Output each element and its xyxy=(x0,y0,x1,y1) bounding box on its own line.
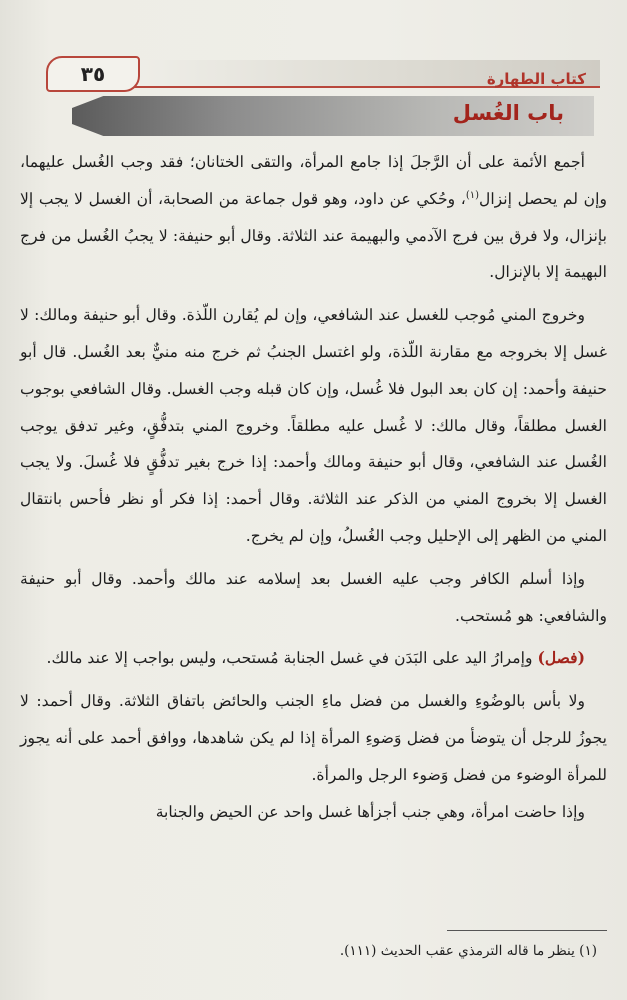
footnote-ref: (١) xyxy=(465,189,480,201)
page-number: ٣٥ xyxy=(46,56,140,92)
paragraph-6: وإذا حاضت امرأة، وهي جنب أجزأها غسل واحد عن الحيض والجنابة xyxy=(155,802,585,821)
running-header xyxy=(40,52,600,96)
footnote: (١) ينظر ما قاله الترمذي عقب الحديث (١١١). xyxy=(339,943,597,959)
paragraph-4 xyxy=(20,640,607,677)
paragraph-1-part-b: ، وحُكي عن داود، وهو قول جماعة من الصحابة، أن الغسل لا يجب إلا بإنزال، ولا فرق بين فرج الآدمي والبهيمة عند الثلاثة. وقال أبو حنيفة: لا يجبُ الغُسل من فرج البهيمة إلا بالإنزال. xyxy=(20,189,607,282)
header-band xyxy=(130,60,600,88)
paragraph-1-part-a: أجمع الأئمة على أن الرَّجلَ إذا جامع المرأة، والتقى الختانان؛ فقد وجب الغُسل عليهما، وإن لم يحصل إنزال xyxy=(20,153,607,208)
book-title: كتاب الطهارة xyxy=(486,70,586,88)
chapter-heading xyxy=(72,96,594,136)
paragraph-2: وخروج المني مُوجب للغسل عند الشافعي، وإن لم يُقارن اللّذة. وقال أبو حنيفة ومالك: لا غسل إلا بخروجه مع مقارنة اللّذة، ولو اغتسل الجنبُ ثم خرج منه منيٌّ بعد الغُسل. قال أبو حنيفة وأحمد: إن كان بعد البول فلا غُسل، وإن كان قبله وجب الغسل. وقال الشافعي بوجوب الغسل مطلقاً، وقال مالك: لا غُسل عليه مطلقاً. وخروج المني بتدفُّقٍ، وغير تدفق يوجب الغُسل عند الشافعي، وقال أبو حنيفة ومالك وأحمد: إذا خرج بغير تدفُّقٍ فلا غُسلَ. ولا يجب الغسل إلا بخروج المني من الذكر عند الثلاثة. وقال أحمد: إذا فكر أو نظر فأحس بانتقال المني من الظهر إلى الإحليل وجب الغُسلُ، وإن لم يخرج. xyxy=(20,306,607,545)
paragraph-3: وإذا أسلم الكافر وجب عليه الغسل بعد إسلامه عند مالك وأحمد. وقال أبو حنيفة والشافعي: هو مُستحب. xyxy=(20,569,607,625)
body-text xyxy=(20,144,607,830)
fasl-label: (فصل) xyxy=(537,648,585,668)
paragraph-1 xyxy=(20,144,607,291)
footnote-separator xyxy=(447,930,607,931)
paragraph-5: ولا بأس بالوضُوءِ والغسل من فضل ماءِ الجنب والحائض باتفاق الثلاثة. وقال أحمد: لا يجوزُ للرجل أن يتوضأ من فضل وَضوءِ المرأة إذا لم يكن شاهدها، ووافق أحمد على أنه يجوز للمرأة الوضوء من فضل وَضوء الرجل والمرأة. xyxy=(20,692,607,784)
chapter-title: باب الغُسل xyxy=(452,101,564,125)
paragraph-4-text: وإمرارُ اليد على البَدَن في غسل الجنابة مُستحب، وليس بواجب إلا عند مالك. xyxy=(46,649,533,668)
